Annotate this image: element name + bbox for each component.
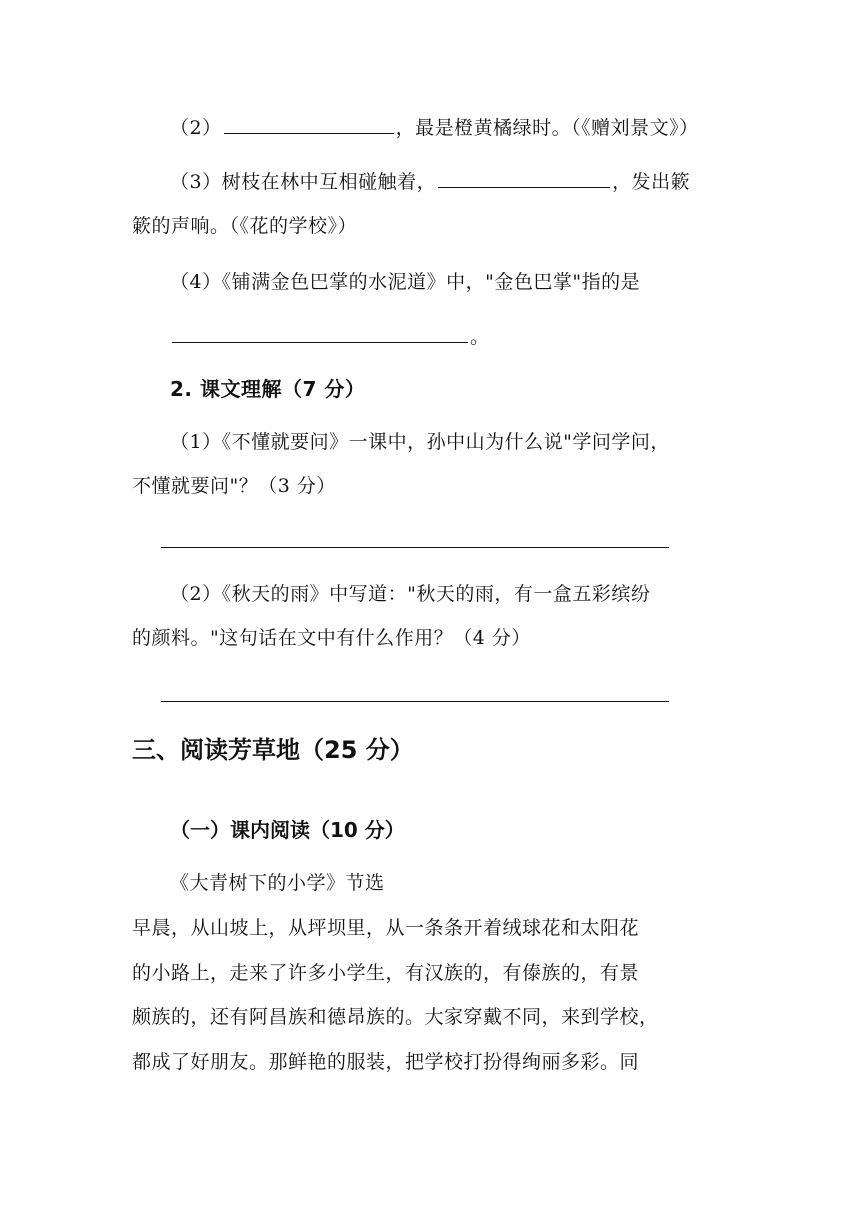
comprehension-q1: （1）《不懂就要问》一课中，孙中山为什么说"学问学问，	[170, 431, 670, 453]
fill-item-4: （4）《铺满金色巴掌的水泥道》中，"金色巴掌"指的是	[170, 271, 641, 293]
comprehension-q2-continued: 的颜料。"这句话在文中有什么作用？（4 分）	[132, 627, 531, 649]
passage-title: 《大青树下的小学》节选	[170, 872, 385, 894]
answer-blank[interactable]	[438, 169, 610, 188]
fill-item-3-continued: 簌的声响。（《花的学校》）	[132, 215, 358, 237]
answer-blank[interactable]	[224, 115, 394, 134]
passage-line: 的小路上，走来了许多小学生，有汉族的，有傣族的，有景	[132, 962, 640, 984]
comprehension-heading: 2. 课文理解（7 分）	[170, 377, 366, 401]
answer-line[interactable]	[161, 701, 669, 702]
comprehension-q1-continued: 不懂就要问"？（3 分）	[132, 475, 336, 497]
item-text: ，发出簌	[612, 171, 691, 193]
answer-line[interactable]	[161, 547, 669, 548]
subsection-heading: （一）课内阅读（10 分）	[170, 818, 405, 842]
section-heading: 三、阅读芳草地（25 分）	[132, 736, 414, 764]
passage-line: 都成了好朋友。那鲜艳的服装，把学校打扮得绚丽多彩。同	[132, 1051, 640, 1073]
comprehension-q2: （2）《秋天的雨》中写道："秋天的雨，有一盒五彩缤纷	[170, 583, 651, 605]
fill-item-3	[170, 168, 770, 196]
item-text: ，最是橙黄橘绿时。（《赠刘景文》）	[395, 117, 699, 139]
passage-line: 早晨，从山坡上，从坪坝里，从一条条开着绒球花和太阳花	[132, 917, 640, 939]
item-number: （3）	[170, 171, 222, 193]
item-end: 。	[470, 326, 490, 348]
item-number: （2）	[170, 117, 222, 139]
passage-line: 颇族的，还有阿昌族和德昂族的。大家穿戴不同，来到学校，	[132, 1006, 659, 1028]
item-text: 树枝在林中互相碰触着，	[221, 171, 437, 193]
fill-item-2	[170, 114, 770, 142]
fill-item-4-answer-line	[170, 323, 770, 351]
answer-blank[interactable]	[172, 324, 468, 343]
